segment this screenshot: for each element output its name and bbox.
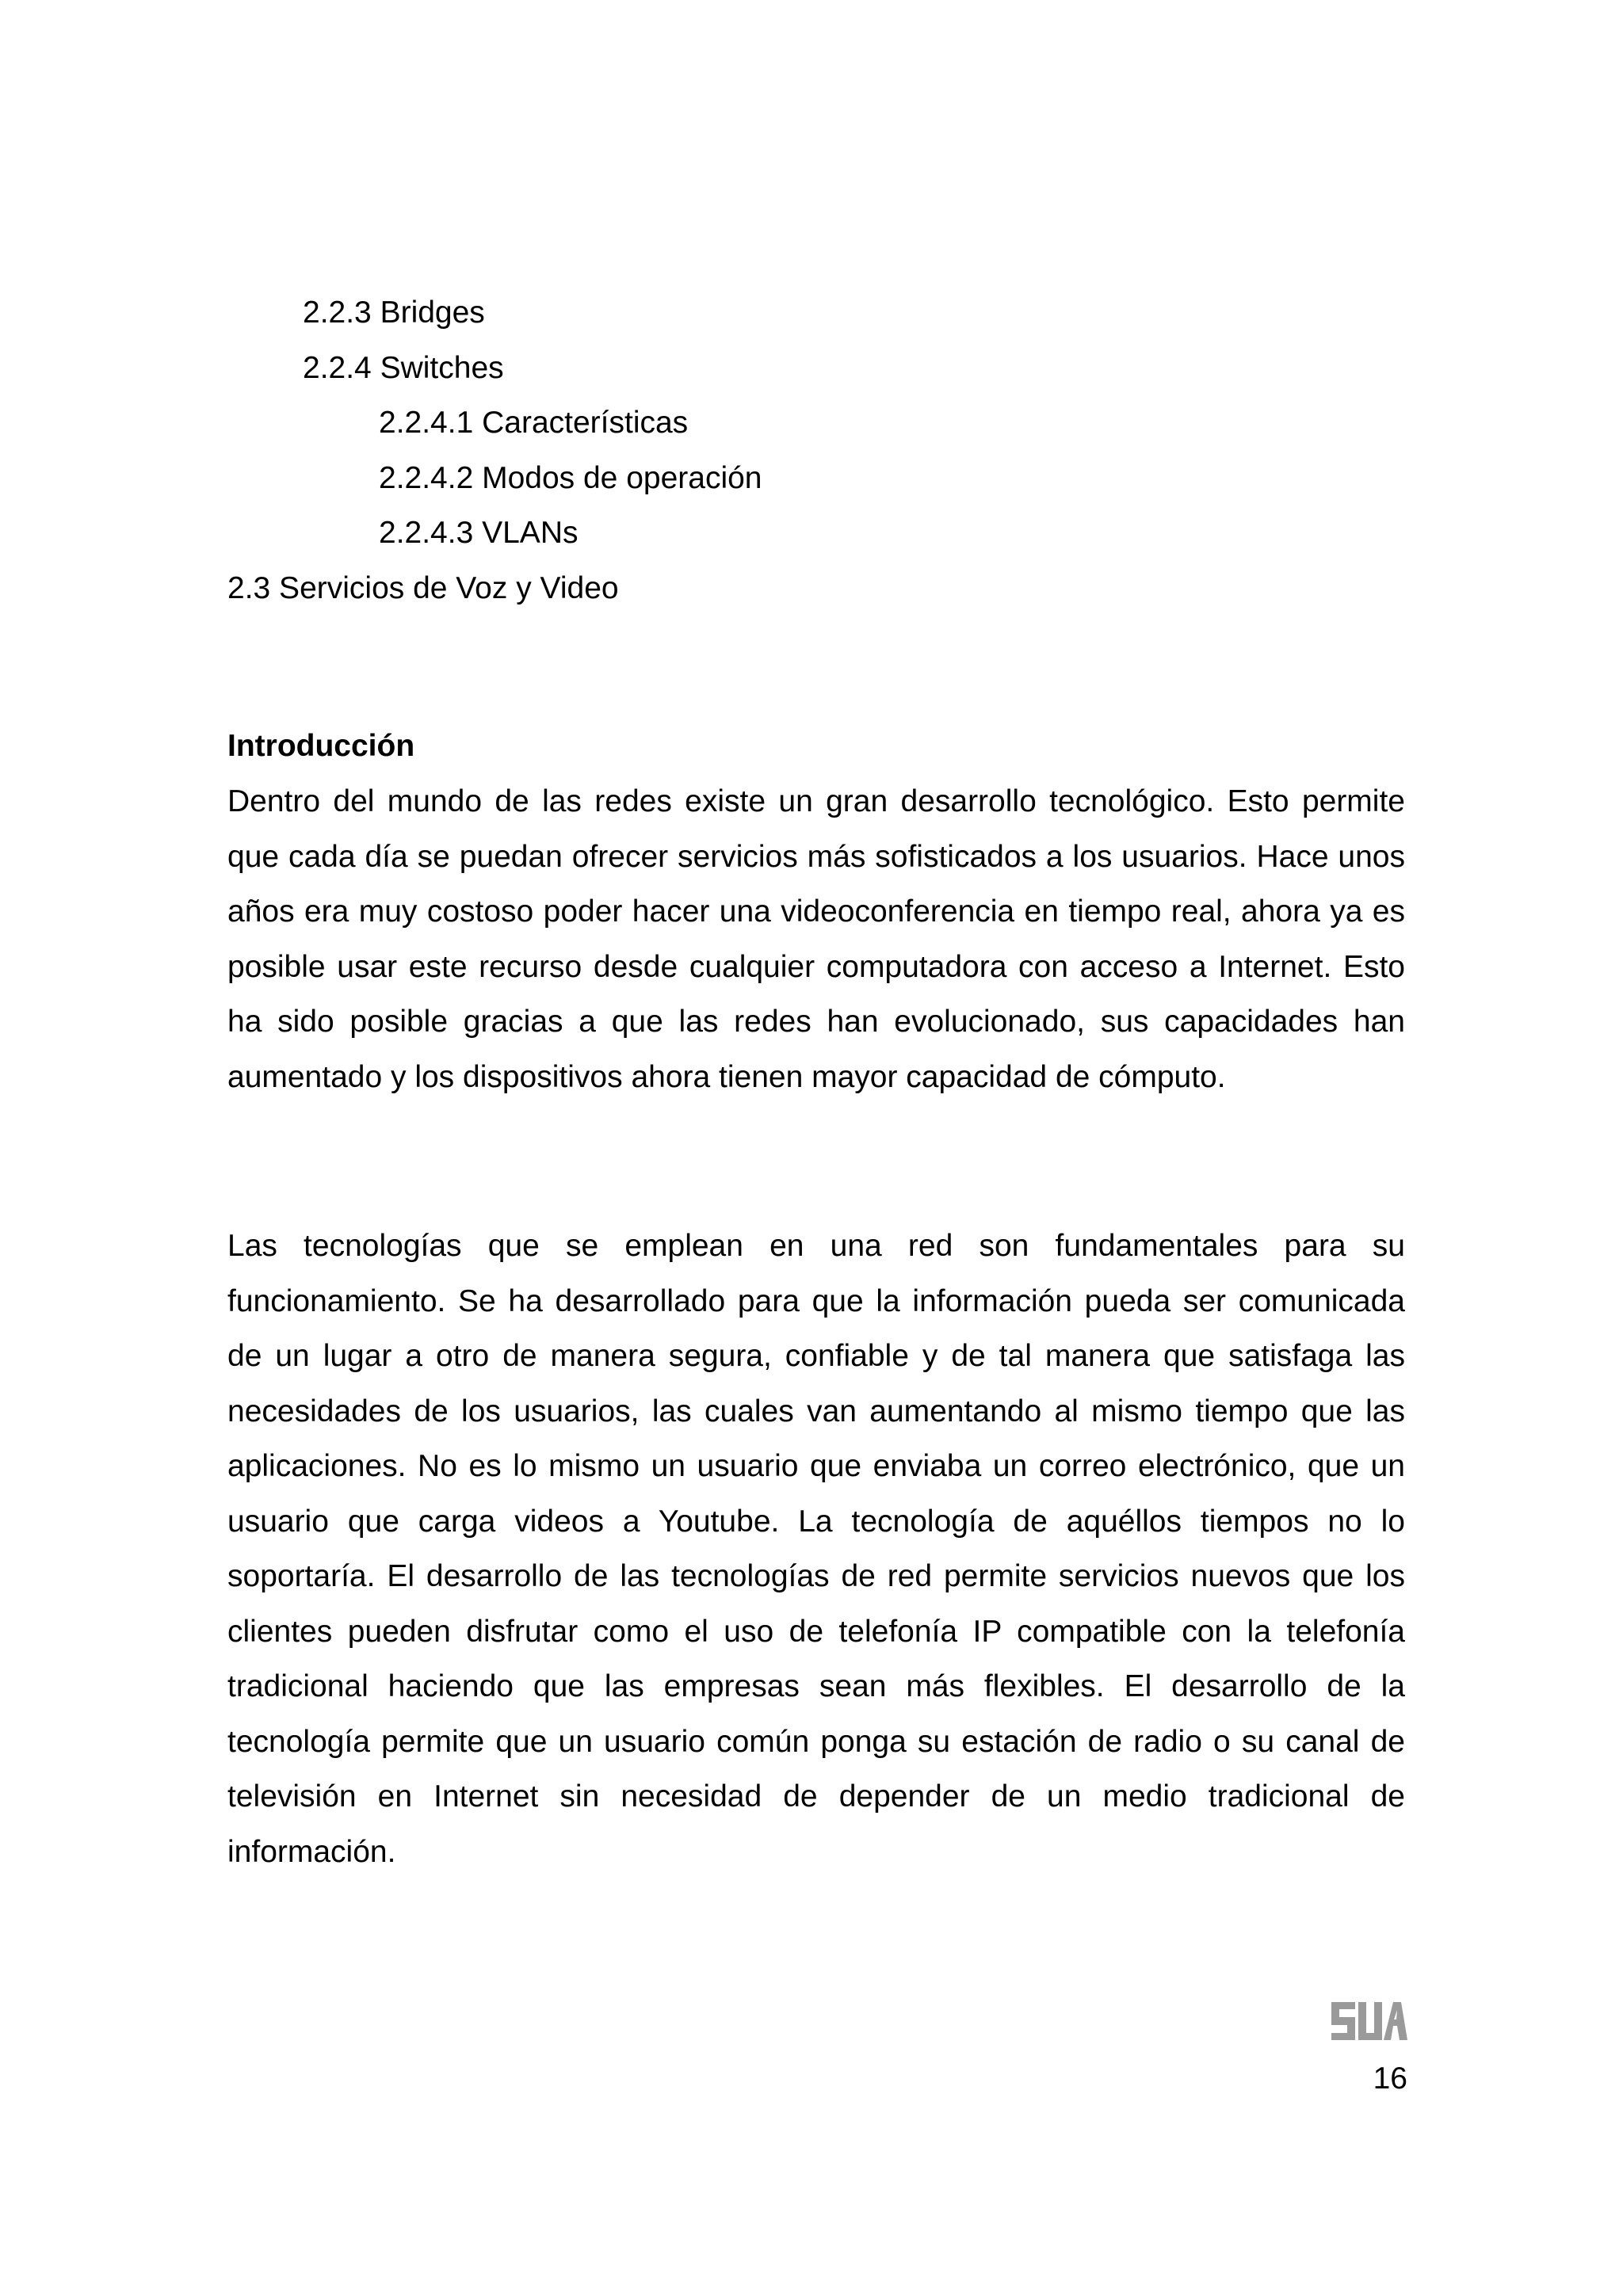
toc-item: 2.3 Servicios de Voz y Video bbox=[227, 570, 619, 605]
toc-item: 2.2.4.1 Características bbox=[379, 406, 689, 440]
table-of-contents bbox=[227, 285, 1416, 616]
toc-item: 2.2.3 Bridges bbox=[303, 296, 485, 330]
body-paragraph bbox=[227, 774, 1405, 1104]
toc-item: 2.2.4 Switches bbox=[303, 350, 504, 385]
body-paragraph bbox=[227, 1219, 1405, 1879]
page-number: 16 bbox=[1373, 2061, 1407, 2096]
toc-item: 2.2.4.2 Modos de operación bbox=[379, 460, 762, 495]
toc-item: 2.2.4.3 VLANs bbox=[379, 516, 579, 550]
sua-logo bbox=[1331, 2002, 1407, 2040]
paragraph-text: Dentro del mundo de las redes existe un gran desarrollo tecnológico. Esto permite que cada día se puedan ofrecer servicios más sofisticados a los usuarios. Hace unos años era muy costoso poder hacer una videoconferencia en tiempo real, ahora ya es posible usar este recurso desde cualquier computadora con acceso a Internet. Esto ha sido posible gracias a que las redes han evolucionado, sus capacidades han aumentado y los dispositivos ahora tienen mayor capacidad de cómputo. bbox=[227, 784, 1405, 1094]
section-heading: Introducción bbox=[227, 729, 415, 763]
paragraph-text: Las tecnologías que se emplean en una red son fundamentales para su funcionamiento. Se ha desarrollado para que la información pueda ser comunicada de un lugar a otro de manera segura, confiable y de tal manera que satisfaga las necesidades de los usuarios, las cuales van aumentando al mismo tiempo que las aplicaciones. No es lo mismo un usuario que enviaba un correo electrónico, que un usuario que carga videos a Youtube. La tecnología de aquéllos tiempos no lo soportaría. El desarrollo de las tecnologías de red permite servicios nuevos que los clientes pueden disfrutar como el uso de telefonía IP compatible con la telefonía tradicional haciendo que las empresas sean más flexibles. El desarrollo de la tecnología permite que un usuario común ponga su estación de radio o su canal de televisión en Internet sin necesidad de depender de un medio tradicional de información. bbox=[227, 1229, 1405, 1869]
